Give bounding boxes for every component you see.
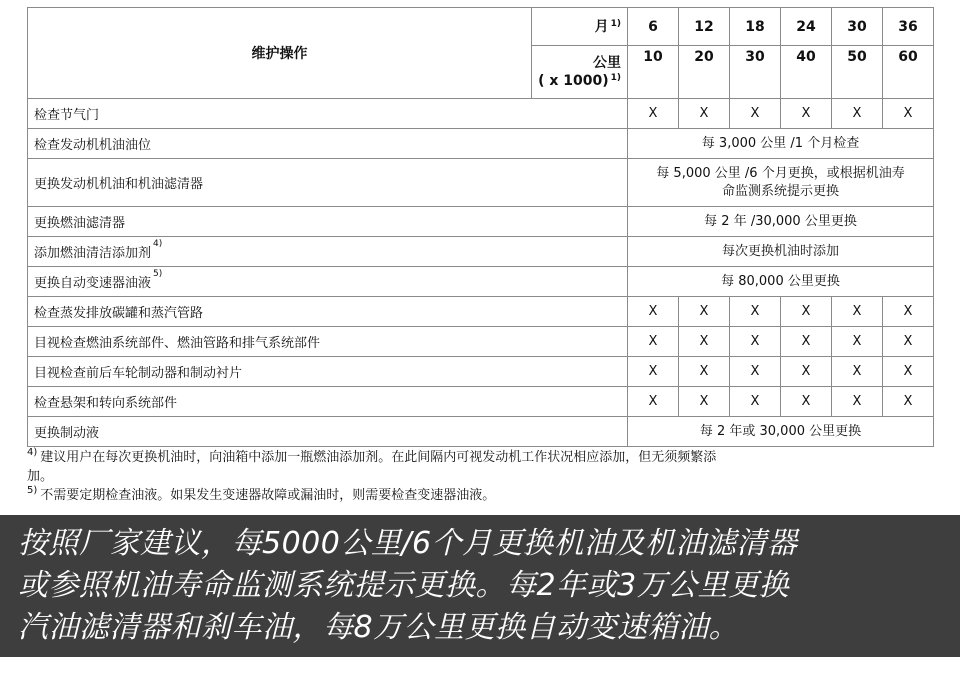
interval-mark: X — [730, 357, 781, 387]
interval-text: 每 2 年或 30,000 公里更换 — [628, 417, 934, 447]
table-row — [28, 267, 934, 297]
month-header: 36 — [883, 8, 934, 46]
month-header: 30 — [832, 8, 883, 46]
interval-mark: X — [730, 297, 781, 327]
operation-cell: 更换发动机机油和机油滤清器 — [28, 159, 628, 207]
month-header: 18 — [730, 8, 781, 46]
operation-cell: 更换燃油滤清器 — [28, 207, 628, 237]
interval-text: 每次更换机油时添加 — [628, 237, 934, 267]
interval-mark: X — [883, 297, 934, 327]
interval-mark: X — [781, 99, 832, 129]
interval-mark: X — [679, 357, 730, 387]
operation-cell: 添加燃油清洁添加剂$^{4)}$ — [28, 237, 628, 267]
interval-mark: X — [628, 99, 679, 129]
month-header: 12 — [679, 8, 730, 46]
caption-line: 按照厂家建议，每5000公里/6个月更换机油及机油滤清器 — [18, 526, 798, 561]
interval-mark: X — [781, 297, 832, 327]
km-header: 30 — [730, 46, 781, 99]
operation-cell: 更换制动液 — [28, 417, 628, 447]
interval-mark: X — [628, 357, 679, 387]
operation-cell: 目视检查前后车轮制动器和制动衬片 — [28, 357, 628, 387]
interval-mark: X — [628, 387, 679, 417]
interval-mark: X — [628, 327, 679, 357]
interval-mark: X — [679, 297, 730, 327]
operation-cell: 目视检查燃油系统部件、燃油管路和排气系统部件 — [28, 327, 628, 357]
footnote: $^{4)}$ 建议用户在每次更换机油时，向油箱中添加一瓶燃油添加剂。在此间隔内可视发动机工作状况相应添加，但无须频繁添 — [27, 447, 717, 465]
table-row — [28, 99, 934, 129]
interval-mark: X — [679, 387, 730, 417]
km-header: 20 — [679, 46, 730, 99]
table-row — [28, 387, 934, 417]
interval-mark: X — [883, 387, 934, 417]
interval-mark: X — [781, 357, 832, 387]
footnote: $^{5)}$ 不需要定期检查油液。如果发生变速器故障或漏油时，则需要检查变速器油液。 — [27, 485, 496, 503]
interval-mark: X — [832, 297, 883, 327]
interval-mark: X — [883, 327, 934, 357]
interval-mark: X — [730, 387, 781, 417]
month-header: 6 — [628, 8, 679, 46]
column-header-operation: 维护操作 — [28, 8, 532, 99]
operation-cell: 更换自动变速器油液$^{5)}$ — [28, 267, 628, 297]
table-row — [28, 159, 934, 207]
table-row — [28, 327, 934, 357]
interval-mark: X — [781, 327, 832, 357]
table-row — [28, 129, 934, 159]
header-row-months — [28, 8, 934, 46]
interval-mark: X — [730, 99, 781, 129]
table-row — [28, 237, 934, 267]
interval-mark: X — [679, 327, 730, 357]
interval-text: 每 3,000 公里 /1 个月检查 — [628, 129, 934, 159]
km-header: 50 — [832, 46, 883, 99]
month-unit-header: 月 $^{1)}$ — [532, 8, 628, 46]
km-header: 10 — [628, 46, 679, 99]
interval-mark: X — [730, 327, 781, 357]
km-header: 40 — [781, 46, 832, 99]
km-header: 60 — [883, 46, 934, 99]
interval-mark: X — [883, 357, 934, 387]
footnotes — [27, 448, 937, 505]
table-row — [28, 417, 934, 447]
interval-mark: X — [832, 99, 883, 129]
caption-line: 或参照机油寿命监测系统提示更换。每2年或3万公里更换 — [18, 568, 790, 603]
month-header: 24 — [781, 8, 832, 46]
footnote-continuation: 加。 — [27, 469, 54, 484]
caption-line: 汽油滤清器和刹车油，每8万公里更换自动变速箱油。 — [18, 610, 740, 645]
interval-text: 每 80,000 公里更换 — [628, 267, 934, 297]
interval-mark: X — [781, 387, 832, 417]
table-row — [28, 297, 934, 327]
interval-mark: X — [832, 357, 883, 387]
operation-cell: 检查蒸发排放碳罐和蒸汽管路 — [28, 297, 628, 327]
interval-text: 每 5,000 公里 /6 个月更换，或根据机油寿 命监测系统提示更换 — [628, 159, 934, 207]
operation-cell: 检查节气门 — [28, 99, 628, 129]
operation-cell: 检查发动机机油油位 — [28, 129, 628, 159]
interval-mark: X — [883, 99, 934, 129]
caption-banner — [0, 515, 960, 657]
km-unit-header: 公里 ( x 1000) $^{1)}$ — [532, 46, 628, 99]
interval-mark: X — [832, 387, 883, 417]
interval-mark: X — [628, 297, 679, 327]
table-row — [28, 207, 934, 237]
table-row — [28, 357, 934, 387]
footnote-ref: 4) — [153, 239, 163, 249]
operation-cell: 检查悬架和转向系统部件 — [28, 387, 628, 417]
footnote-ref: 5) — [153, 269, 163, 279]
interval-mark: X — [832, 327, 883, 357]
maintenance-schedule-table — [27, 7, 934, 447]
interval-text: 每 2 年 /30,000 公里更换 — [628, 207, 934, 237]
interval-mark: X — [679, 99, 730, 129]
